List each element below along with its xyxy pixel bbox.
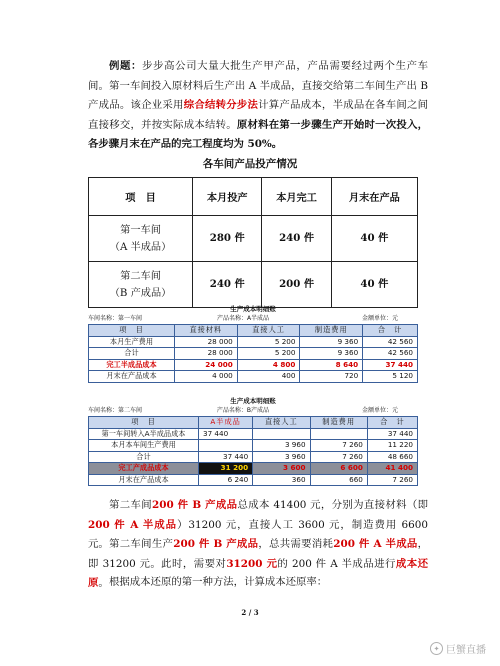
- sheet-meta: [88, 314, 418, 324]
- cell-value: 660: [310, 474, 367, 486]
- cell-value: 7 260: [367, 474, 417, 486]
- cell-value: 9 360: [300, 348, 363, 360]
- row-label: 完工产成品成本: [89, 463, 199, 475]
- table-row: [89, 348, 418, 360]
- table-row: [89, 262, 418, 308]
- workshop-name: 车间名称：第一车间: [88, 315, 143, 322]
- cell-value: 3 600: [253, 463, 310, 475]
- table-row: [89, 216, 418, 262]
- text: ，总共需要消耗: [258, 538, 334, 550]
- row-label: 本月本车间生产费用: [89, 440, 199, 452]
- col-total: 合 计: [363, 325, 418, 337]
- cell-value: 40 件: [331, 262, 417, 308]
- cell-value: 28 000: [175, 336, 238, 348]
- col-item: 项 目: [89, 178, 193, 216]
- example-label: 例题：: [109, 60, 143, 72]
- cell-value: 720: [300, 371, 363, 383]
- col-wip: 月末在产品: [331, 178, 417, 216]
- intro-text-2: 计算产品成本，半成品在各车间之间直接移交，并按实际成本结转。: [88, 99, 429, 131]
- highlight: 200 件 B 产成品: [173, 538, 259, 550]
- production-table-caption: 各车间产品投产情况: [202, 158, 298, 170]
- col-overhead: 制造费用: [310, 417, 367, 429]
- highlight: 200 件 A 半成品: [333, 538, 418, 550]
- method-highlight: 综合结转分步法: [183, 99, 259, 111]
- intro-text-1: 步步高公司大量大批生产甲产品，产品需要经过两个生产车间。第一车间投入原材料后生产出 A 半成品，直接交给第二车间生产出 B 产成品。该企业采用: [88, 60, 429, 111]
- cell-value: [199, 440, 253, 452]
- cell-value: 11 220: [367, 440, 417, 452]
- product-name: 产品名称：A半成品: [216, 315, 270, 322]
- col-item: 项 目: [89, 325, 175, 337]
- cell-value: 240 件: [262, 216, 331, 262]
- cell-value: 37 440: [199, 428, 253, 440]
- intro-paragraph: [88, 57, 428, 155]
- cell-value: 3 960: [253, 451, 310, 463]
- cell-value: 37 440: [367, 428, 417, 440]
- table-row: [89, 440, 418, 452]
- row-label: 本月生产费用: [89, 336, 175, 348]
- table-row: [89, 428, 418, 440]
- cell-value: 5 120: [363, 371, 418, 383]
- cell-value: 280 件: [193, 216, 262, 262]
- col-semi-product: A半成品: [199, 417, 253, 429]
- col-item: 项 目: [89, 417, 199, 429]
- cell-value: 48 660: [367, 451, 417, 463]
- table-row: [89, 359, 418, 371]
- sheet-title: 生产成本明细账: [230, 305, 276, 313]
- cost-sheet-workshop-1: [88, 305, 418, 383]
- table-row: [89, 451, 418, 463]
- cell-value: 4 800: [237, 359, 300, 371]
- cost-sheet-workshop-2: [88, 397, 418, 486]
- cost-table-1: [88, 324, 418, 383]
- cost-table-2: [88, 416, 418, 486]
- row-label: 合计: [89, 451, 199, 463]
- text: 总成本 41400 元，分别为直接材料（即: [237, 499, 428, 511]
- logo-icon: ✦: [430, 642, 443, 655]
- row-label: 月末在产品成本: [89, 474, 199, 486]
- sheet-title: 生产成本明细账: [230, 397, 276, 405]
- highlight: 200 件 B 产成品: [152, 499, 238, 511]
- row-label: 第一车间转入A半成品成本: [89, 428, 199, 440]
- cell-value: 40 件: [331, 216, 417, 262]
- cell-value: 28 000: [175, 348, 238, 360]
- cell-value: 5 200: [237, 336, 300, 348]
- watermark: [430, 641, 486, 656]
- workshop-name: 车间名称：第二车间: [88, 407, 143, 414]
- cell-value: [253, 428, 310, 440]
- text: 第二车间: [109, 499, 153, 511]
- cell-value: 5 200: [237, 348, 300, 360]
- cell-value: 4 000: [175, 371, 238, 383]
- cell-value: 42 560: [363, 336, 418, 348]
- table-row: [89, 336, 418, 348]
- col-overhead: 制造费用: [300, 325, 363, 337]
- cell-value: 6 600: [310, 463, 367, 475]
- cell-value: [310, 428, 367, 440]
- col-labor: 直接人工: [253, 417, 310, 429]
- cost-table-header: [89, 417, 418, 429]
- col-labor: 直接人工: [237, 325, 300, 337]
- cost-table-header: [89, 325, 418, 337]
- text: ，即 31200 元。此时，需要对: [88, 538, 429, 570]
- cell-value: 24 000: [175, 359, 238, 371]
- table-row: [89, 474, 418, 486]
- text: 的 200 件 A 半成品进行: [277, 557, 396, 570]
- text: 根据成本还原的第一种方法，计算成本还原率：: [109, 576, 328, 588]
- highlight: 成本还原: [88, 557, 428, 589]
- highlight: 200 件 A 半成品: [88, 518, 178, 531]
- row-label: 第一车间 （A 半成品）: [89, 216, 193, 262]
- cell-value: 9 360: [300, 336, 363, 348]
- highlight: 31200 元: [226, 557, 278, 570]
- row-label: 第二车间 （B 产成品）: [89, 262, 193, 308]
- text: 。: [98, 577, 109, 589]
- cell-value: 400: [237, 371, 300, 383]
- cell-value: 200 件: [262, 262, 331, 308]
- production-table: [88, 177, 418, 308]
- text: ）31200 元，直接人工 3600 元，制造费用 6600 元。: [88, 518, 429, 550]
- product-name: 产品名称：B产成品: [216, 407, 270, 414]
- row-label: 合计: [89, 348, 175, 360]
- production-table-header: [89, 178, 418, 216]
- cell-value: 7 260: [310, 451, 367, 463]
- page-number: 2 / 3: [241, 608, 259, 617]
- sheet-meta: [88, 406, 418, 416]
- table-row-selected[interactable]: [89, 463, 418, 475]
- col-input: 本月投产: [193, 178, 262, 216]
- text: 第二车间生产: [109, 538, 174, 550]
- row-label: 月末在产品成本: [89, 371, 175, 383]
- col-material: 直接材料: [175, 325, 238, 337]
- col-complete: 本月完工: [262, 178, 331, 216]
- cell-value: 360: [253, 474, 310, 486]
- col-total: 合 计: [367, 417, 417, 429]
- cell-value-highlighted[interactable]: 31 200: [199, 463, 253, 475]
- watermark-text: 巨蟹直播: [446, 645, 486, 656]
- cell-value: 41 400: [367, 463, 417, 475]
- amount-unit: 金额单位：元: [361, 315, 398, 322]
- cell-value: 240 件: [193, 262, 262, 308]
- cell-value: 6 240: [199, 474, 253, 486]
- cell-value: 37 440: [199, 451, 253, 463]
- intro-condition: 原材料在第一步骤生产开始时一次投入，各步骤月末在产品的完工程度均为 50%。: [88, 118, 429, 150]
- amount-unit: 金额单位：元: [361, 407, 398, 414]
- cell-value: 8 640: [300, 359, 363, 371]
- cell-value: 37 440: [363, 359, 418, 371]
- method-paragraph: [88, 573, 428, 593]
- cell-value: 3 960: [253, 440, 310, 452]
- cell-value: 7 260: [310, 440, 367, 452]
- cell-value: 42 560: [363, 348, 418, 360]
- row-label: 完工半成品成本: [89, 359, 175, 371]
- table-row: [89, 371, 418, 383]
